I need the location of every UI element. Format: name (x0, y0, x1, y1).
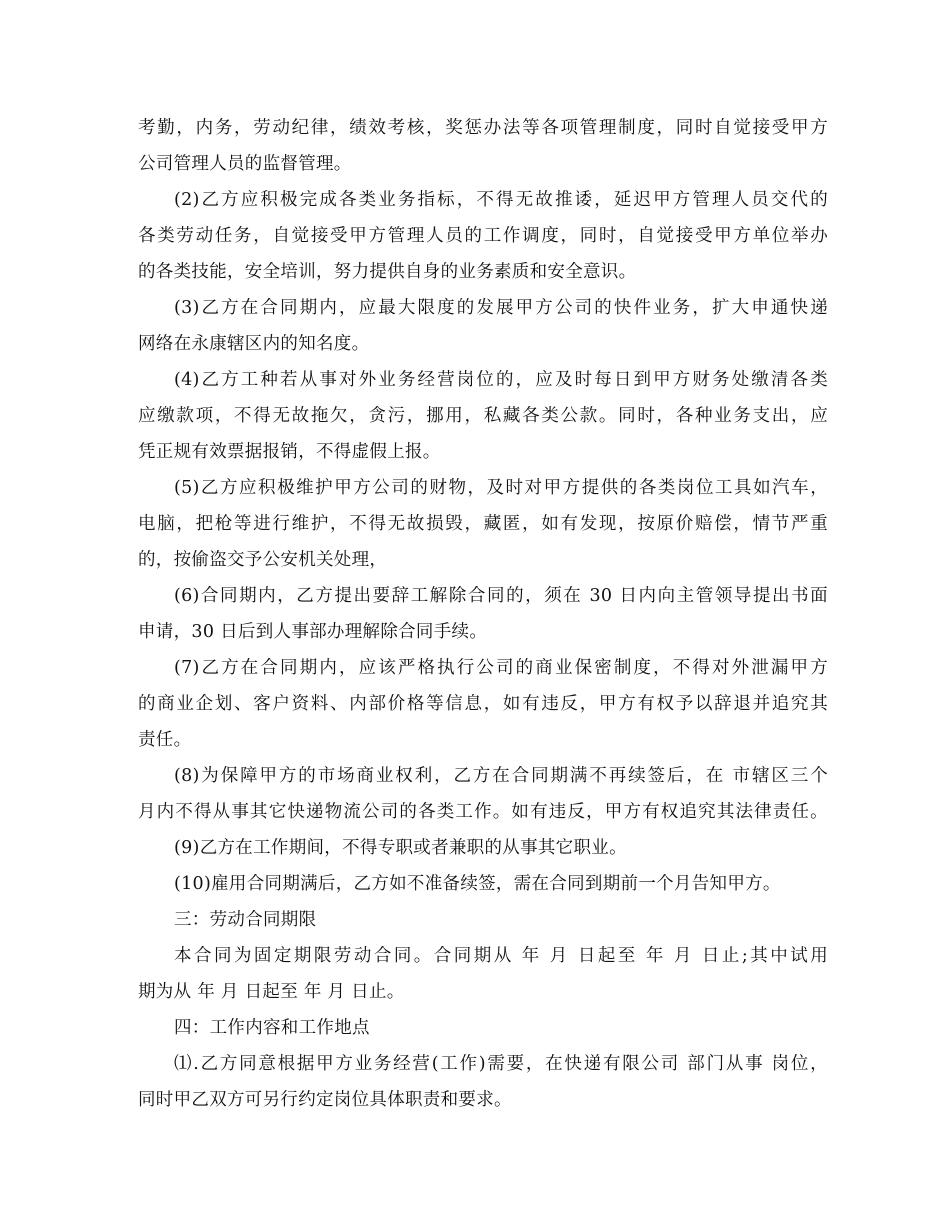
text-line: 同时甲乙双方可另行约定岗位具体职责和要求。 (138, 1090, 512, 1110)
text-line: (2)乙方应积极完成各类业务指标，不得无故推诿，延迟甲方管理人员交代的 (174, 190, 828, 210)
section-heading: 四：工作内容和工作地点 (174, 1018, 370, 1038)
section-heading: 三：劳动合同期限 (174, 910, 317, 930)
text-line: 申请，30 日后到人事部办理解除合同手续。 (138, 622, 488, 642)
text-line: 网络在永康辖区内的知名度。 (138, 334, 370, 354)
text-line: (4)乙方工种若从事对外业务经营岗位的，应及时每日到甲方财务处缴清各类 (174, 370, 828, 390)
document-body (138, 110, 828, 1118)
text-line: (6)合同期内，乙方提出要辞工解除合同的，须在 30 日内向主管领导提出书面 (174, 586, 828, 606)
text-line: 凭正规有效票据报销，不得虚假上报。 (138, 442, 441, 462)
text-line: 本合同为固定期限劳动合同。合同期从 年 月 日起至 年 月 日止;其中试用 (174, 946, 828, 966)
text-line: 应缴款项，不得无故拖欠，贪污，挪用，私藏各类公款。同时，各种业务支出，应 (138, 406, 828, 426)
text-line: (8)为保障甲方的市场商业权利，乙方在合同期满不再续签后，在 市辖区三个 (174, 766, 828, 786)
text-line: 各类劳动任务，自觉接受甲方管理人员的工作调度，同时，自觉接受甲方单位举办 (138, 226, 828, 246)
text-line: (3)乙方在合同期内，应最大限度的发展甲方公司的快件业务，扩大申通快递 (174, 298, 828, 318)
text-line: 考勤，内务，劳动纪律，绩效考核，奖惩办法等各项管理制度，同时自觉接受甲方 (138, 118, 828, 138)
text-line: 责任。 (138, 730, 192, 750)
text-line: (9)乙方在工作期间，不得专职或者兼职的从事其它职业。 (174, 838, 627, 858)
text-line: (7)乙方在合同期内，应该严格执行公司的商业保密制度，不得对外泄漏甲方 (174, 658, 828, 678)
text-line: 的，按偷盗交予公安机关处理， (138, 550, 388, 570)
text-line: 的各类技能，安全培训，努力提供自身的业务素质和安全意识。 (138, 262, 637, 282)
text-line: (10)雇用合同期满后，乙方如不准备续签，需在合同到期前一个月告知甲方。 (174, 874, 781, 894)
text-line: 期为从 年 月 日起至 年 月 日止。 (138, 982, 405, 1002)
text-line: (5)乙方应积极维护甲方公司的财物，及时对甲方提供的各类岗位工具如汽车， (174, 478, 828, 498)
text-line: ⑴.乙方同意根据甲方业务经营(工作)需要，在快递有限公司 部门从事 岗位， (174, 1054, 828, 1074)
text-line: 的商业企划、客户资料、内部价格等信息，如有违反，甲方有权予以辞退并追究其 (138, 694, 828, 714)
text-line: 电脑，把枪等进行维护，不得无故损毁，藏匿，如有发现，按原价赔偿，情节严重 (138, 514, 828, 534)
text-line: 公司管理人员的监督管理。 (138, 154, 352, 174)
text-line: 月内不得从事其它快递物流公司的各类工作。如有违反，甲方有权追究其法律责任。 (138, 802, 828, 822)
